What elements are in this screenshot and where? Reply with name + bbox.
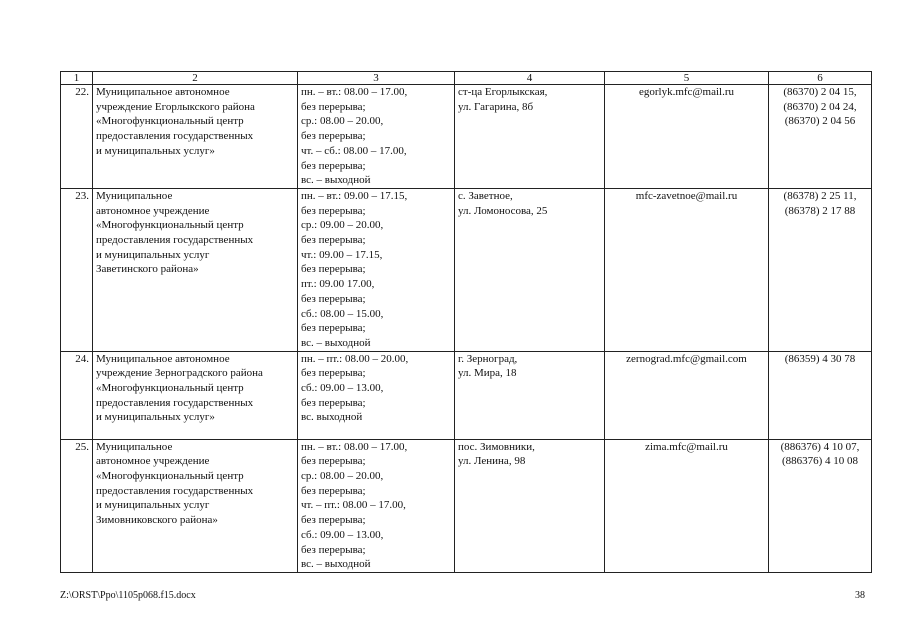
phone-numbers: (86378) 2 25 11, (86378) 2 17 88: [769, 188, 872, 351]
column-number: 6: [769, 72, 872, 85]
table-row: [61, 85, 872, 189]
address: ст-ца Егорлыкская, ул. Гагарина, 8б: [455, 85, 605, 189]
phone-numbers: (86370) 2 04 15, (86370) 2 04 24, (86370) 2 04 56: [769, 85, 872, 189]
working-hours: пн. – вт.: 08.00 – 17.00, без перерыва; ср.: 08.00 – 20.00, без перерыва; чт. – сб.: 08.00 – 17.00, без перерыва; вс. – выходной: [298, 85, 455, 189]
row-number: 22.: [61, 85, 93, 189]
email: egorlyk.mfc@mail.ru: [605, 85, 769, 189]
email: mfc-zavetnoe@mail.ru: [605, 188, 769, 351]
working-hours: пн. – вт.: 08.00 – 17.00, без перерыва; ср.: 08.00 – 20.00, без перерыва; чт. – пт.: 08.00 – 17.00, без перерыва; сб.: 09.00 – 13.00, без перерыва; вс. – выходной: [298, 439, 455, 572]
table-row: [61, 351, 872, 439]
column-number: 3: [298, 72, 455, 85]
organization-name: Муниципальное автономное учреждение Егорлыкского района «Многофункциональный центр предоставления государственных и муниципальных услуг»: [93, 85, 298, 189]
organization-name: Муниципальное автономное учреждение «Многофункциональный центр предоставления государственных и муниципальных услуг Заветинского района»: [93, 188, 298, 351]
working-hours: пн. – вт.: 09.00 – 17.15, без перерыва; ср.: 09.00 – 20.00, без перерыва; чт.: 09.00 – 17.15, без перерыва; пт.: 09.00 17.00, без перерыва; сб.: 08.00 – 15.00, без перерыва; вс. – выходной: [298, 188, 455, 351]
row-number: 23.: [61, 188, 93, 351]
column-number-row: [61, 72, 872, 85]
file-path: Z:\ORST\Ppo\1105p068.f15.docx: [60, 590, 196, 601]
table-row: [61, 188, 872, 351]
page-number: 38: [855, 590, 865, 601]
column-number: 5: [605, 72, 769, 85]
phone-numbers: (886376) 4 10 07, (886376) 4 10 08: [769, 439, 872, 572]
working-hours: пн. – пт.: 08.00 – 20.00, без перерыва; сб.: 09.00 – 13.00, без перерыва; вс. выходной: [298, 351, 455, 439]
organization-name: Муниципальное автономное учреждение «Многофункциональный центр предоставления государственных и муниципальных услуг Зимовниковского района»: [93, 439, 298, 572]
email: zima.mfc@mail.ru: [605, 439, 769, 572]
column-number: 2: [93, 72, 298, 85]
address: г. Зерноград, ул. Мира, 18: [455, 351, 605, 439]
email: zernograd.mfc@gmail.com: [605, 351, 769, 439]
address: пос. Зимовники, ул. Ленина, 98: [455, 439, 605, 572]
address: с. Заветное, ул. Ломоносова, 25: [455, 188, 605, 351]
row-number: 24.: [61, 351, 93, 439]
organization-name: Муниципальное автономное учреждение Зерноградского района «Многофункциональный центр предоставления государственных и муниципальных услуг»: [93, 351, 298, 439]
column-number: 1: [61, 72, 93, 85]
phone-numbers: (86359) 4 30 78: [769, 351, 872, 439]
row-number: 25.: [61, 439, 93, 572]
column-number: 4: [455, 72, 605, 85]
mfc-table: [60, 71, 872, 573]
table-row: [61, 439, 872, 572]
